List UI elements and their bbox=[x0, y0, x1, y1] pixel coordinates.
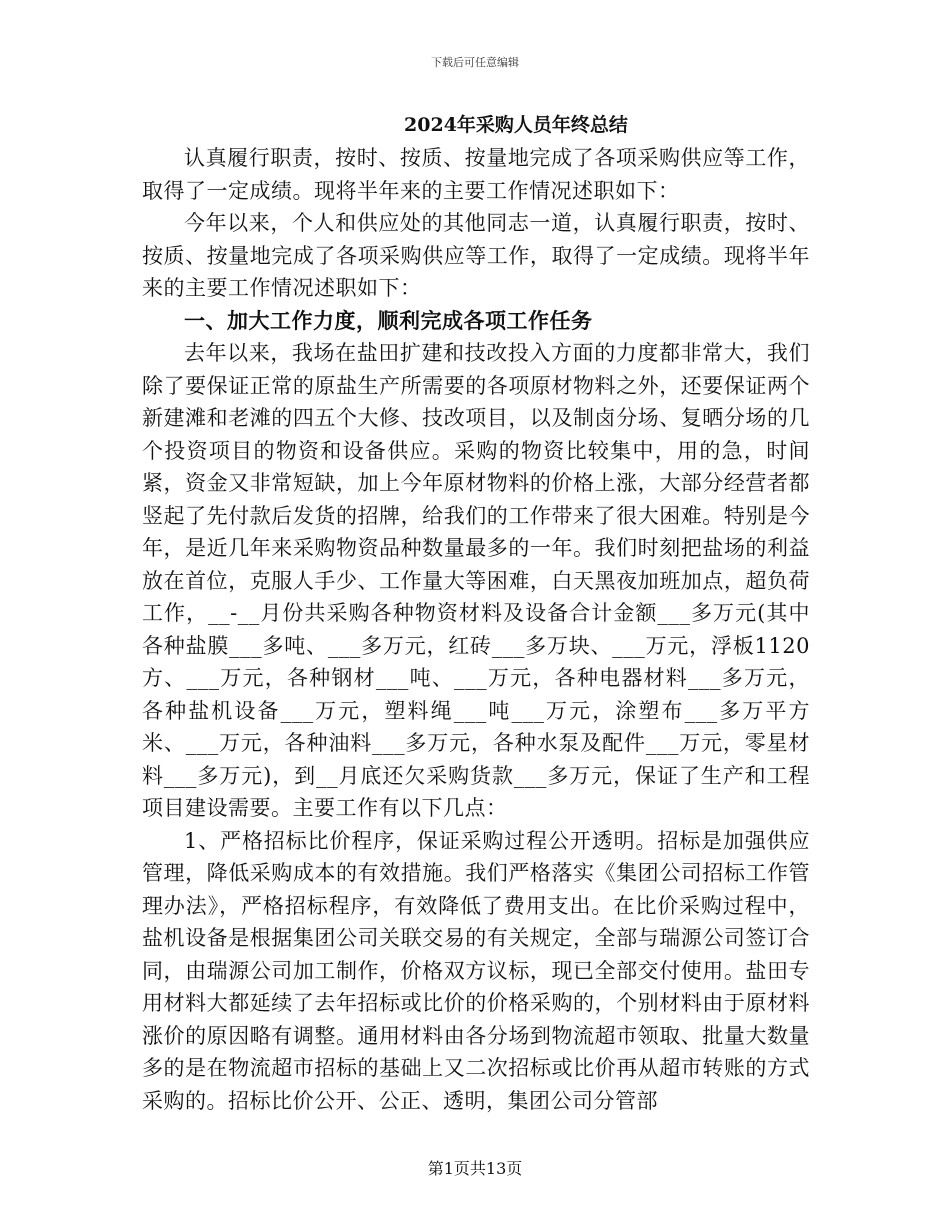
section-heading-1: 一、加大工作力度，顺利完成各项工作任务 bbox=[184, 307, 593, 333]
paragraph-intro-2: 今年以来，个人和供应处的其他同志一道，认真履行职责，按时、按质、按量地完成了各项采购供应等工作，取得了一定成绩。现将半年来的主要工作情况述职如下： bbox=[142, 211, 810, 300]
paragraph-intro-1: 认真履行职责，按时、按质、按量地完成了各项采购供应等工作，取得了一定成绩。现将半年来的主要工作情况述职如下： bbox=[142, 146, 810, 203]
paragraph-section1-1: 去年以来，我场在盐田扩建和技改投入方面的力度都非常大，我们除了要保证正常的原盐生产所需要的各项原材物料之外，还要保证两个新建滩和老滩的四五个大修、技改项目，以及制卤分场、复晒分场的几个投资项目的物资和设备供应。采购的物资比较集中，用的急，时间紧，资金又非常短缺，加上今年原材物料的价格上涨，大部分经营者都竖起了先付款后发货的招牌，给我们的工作带来了很大困难。特别是今年，是近几年来采购物资品种数量最多的一年。我们时刻把盐场的利益放在首位，克服人手少、工作量大等困难，白天黑夜加班加点，超负荷工作，__-__月份共采购各种物资材料及设备合计金额___多万元(其中各种盐膜___多吨、___多万元，红砖___多万块、___万元，浮板1120方、___万元，各种钢材___吨、___万元，各种电器材料___多万元，各种盐机设备___万元，塑料绳___吨___万元，涂塑布___多万平方米、___万元，各种油料___多万元，各种水泵及配件___万元，零星材料___多万元)，到__月底还欠采购货款___多万元，保证了生产和工程项目建设需要。主要工作有以下几点： bbox=[142, 341, 810, 820]
paragraph-section1-2: 1、严格招标比价程序，保证采购过程公开透明。招标是加强供应管理，降低采购成本的有效措施。我们严格落实《集团公司招标工作管理办法》，严格招标程序，有效降低了费用支出。在比价采购过程中，盐机设备是根据集团公司关联交易的有关规定，全部与瑞源公司签订合同，由瑞源公司加工制作，价格双方议标，现已全部交付使用。盐田专用材料大都延续了去年招标或比价的价格采购的，个别材料由于原材料涨价的原因略有调整。通用材料由各分场到物流超市领取、批量大数量多的是在物流超市招标的基础上又二次招标或比价再从超市转账的方式采购的。招标比价公开、公正、透明，集团公司分管部 bbox=[142, 828, 810, 1113]
document-title: 2024年采购人员年终总结 bbox=[404, 114, 628, 136]
header-note: 下载后可任意编辑 bbox=[431, 56, 519, 69]
page-number-footer: 第1页共13页 bbox=[427, 1159, 523, 1178]
document-body bbox=[142, 110, 810, 1117]
